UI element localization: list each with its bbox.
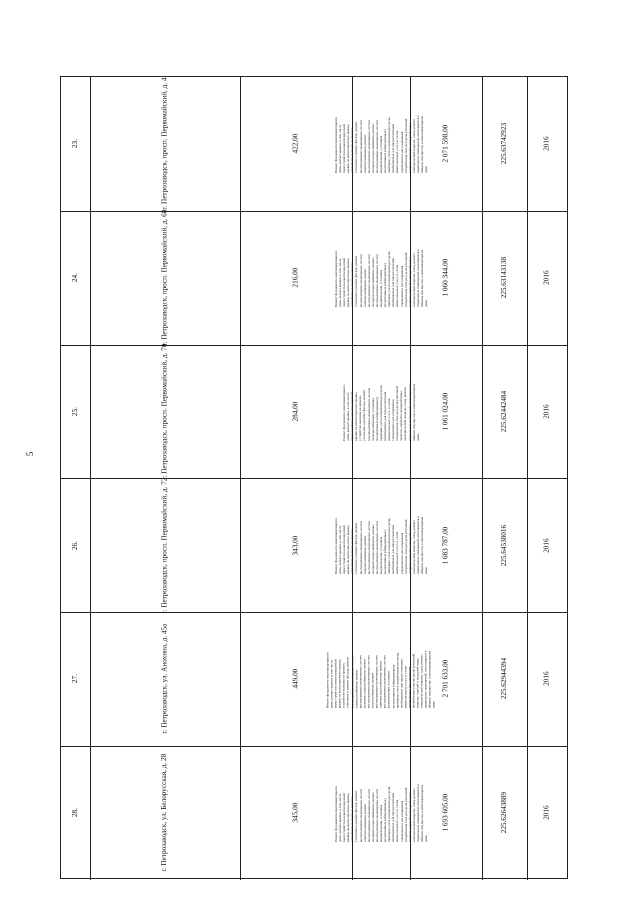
- area-cell-text: 422,00: [291, 134, 300, 154]
- address-cell-text: г. Петрозаводск, просп. Первомайский, д. 68: [160, 209, 169, 346]
- column-divider: [410, 612, 411, 746]
- column-divider: [240, 478, 241, 612]
- year-cell: [527, 345, 567, 479]
- column-divider: [240, 77, 241, 211]
- code-cell: [482, 612, 527, 746]
- column-divider: [482, 211, 483, 345]
- work-description-cell: [325, 612, 437, 746]
- year-cell: [527, 211, 567, 345]
- address-cell-text: г. Петрозаводск, просп. Первомайский, д. 4: [160, 77, 169, 210]
- cost-cell-text: 1 683 787,00: [441, 526, 450, 565]
- year-cell-text: 2016: [542, 805, 551, 821]
- column-divider: [240, 746, 241, 880]
- column-divider: [240, 345, 241, 479]
- address-cell: [90, 211, 240, 345]
- cost-cell: [410, 345, 482, 479]
- cost-cell: [410, 478, 482, 612]
- column-divider: [527, 612, 528, 746]
- column-divider: [90, 746, 91, 880]
- row-divider: [61, 211, 567, 212]
- address-cell-text: г. Петрозаводск, просп. Первомайский, д. 72: [160, 477, 169, 614]
- cost-cell-text: 2 701 633,00: [441, 660, 450, 698]
- address-cell: [90, 478, 240, 612]
- cost-cell-text: 2 071 598,00: [441, 125, 450, 163]
- cost-cell: [410, 746, 482, 880]
- column-divider: [90, 77, 91, 211]
- row-number: [61, 612, 90, 746]
- column-divider: [90, 211, 91, 345]
- code-cell-text: 225.62944394: [499, 658, 508, 700]
- row-number-text: 23.: [70, 139, 79, 149]
- cost-cell-text: 1 693 605,00: [441, 794, 450, 832]
- row-number: [61, 345, 90, 479]
- year-cell-text: 2016: [542, 404, 551, 419]
- code-cell-text: 225.63143138: [499, 257, 508, 299]
- address-cell-text: г. Петрозаводск, ул. Анохина, д. 45а: [160, 624, 169, 734]
- code-cell: [482, 746, 527, 880]
- code-cell-text: 225.63742923: [499, 123, 508, 165]
- column-divider: [90, 478, 91, 612]
- address-cell: [90, 612, 240, 746]
- row-divider: [61, 478, 567, 479]
- year-cell-text: 2016: [542, 136, 551, 152]
- column-divider: [352, 345, 353, 479]
- column-divider: [410, 478, 411, 612]
- work-description-cell-text: Ремонт фундамента многоквартирного дома, ремонт крыши, в том числе переустройство невентилируемой крыши на вентилируемую крышу, устройство выходов на кровлю, утепление и ремонт фасада, ремонт внутридомовых инженерных систем электроснабжения, ремонт внутридомовых инженерных систем холодного водоснабжения, ремонт внутридомовых инженерных систем теплоснабжения, ремонт внутридомовых инженерных систем горячего водоснабжения, ремонт внутридомовых инженерных систем водоотведения, установка коллективных (общедомовых) приборов учета потребления ресурсов, необходимых для предоставления коммунальных услуг, и узлов управления и регулирования потребления этих ресурсов (тепловой энергии, горячей и холодной воды, электрической энергии, газа), ремонт подвальных помещений, относящихся к общему имуществу в многоквартирном доме: [325, 650, 437, 709]
- address-cell-text: г. Петрозаводск, ул. Белорусская, д. 28: [160, 754, 169, 872]
- area-cell-text: 345,00: [291, 803, 300, 823]
- work-description-cell-text: Ремонт фундамента многоквартирного дома, ремонт крыши, в том числе переустройство невентилируемой крыши на вентилируемую крышу, устройство выходов на кровлю, утепление и ремонт фасада, ремонт внутридомовых инженерных систем электроснабжения, ремонт внутридомовых инженерных систем холодного водоснабжения, ремонт внутридомовых инженерных систем водоотведения, установка коллективных (общедомовых) приборов учета потребления ресурсов, необходимых для предоставления коммунальных услуг, и узлов управления и регулирования потребления этих ресурсов (тепловой энергии, горячей и холодной воды, электрической энергии, газа), ремонт подвальных помещений, относящихся к общему имуществу в многоквартирном доме: [333, 784, 428, 842]
- work-description-cell: [333, 211, 428, 345]
- row-divider: [61, 345, 567, 346]
- year-cell: [527, 612, 567, 746]
- column-divider: [90, 345, 91, 479]
- table-row: [61, 211, 567, 345]
- row-number-text: 26.: [70, 540, 79, 550]
- column-divider: [482, 478, 483, 612]
- code-cell: [482, 211, 527, 345]
- column-divider: [352, 211, 353, 345]
- table-row: [61, 345, 567, 479]
- code-cell-text: 225.64538016: [499, 524, 508, 566]
- column-divider: [352, 478, 353, 612]
- area-cell: [240, 345, 352, 479]
- column-divider: [410, 77, 411, 211]
- code-cell: [482, 77, 527, 211]
- table-row: [61, 612, 567, 746]
- area-cell-text: 216,00: [291, 267, 300, 288]
- year-cell-text: 2016: [542, 538, 551, 553]
- work-description-cell: [333, 77, 428, 211]
- column-divider: [527, 345, 528, 479]
- work-description-cell-text: Ремонт фундамента многоквартирного дома, ремонт крыши, в том числе переустройство невентилируемой крыши на вентилируемую крышу, устройство выходов на кровлю, утепление и ремонт фасада, ремонт внутридомовых инженерных систем электроснабжения, ремонт внутридомовых инженерных систем холодного водоснабжения, ремонт внутридомовых инженерных систем водоотведения, установка коллективных (общедомовых) приборов учета потребления ресурсов, необходимых для предоставления коммунальных услуг, и узлов управления и регулирования потребления этих ресурсов (тепловой энергии, горячей и холодной воды, электрической энергии, газа), ремонт подвальных помещений, относящихся к общему имуществу в многоквартирном доме: [333, 516, 428, 575]
- work-description-cell: [333, 746, 428, 880]
- table-row: [61, 77, 567, 211]
- table-row: [61, 746, 567, 880]
- cost-cell-text: 1 060 344,00: [441, 258, 450, 297]
- work-description-cell: [333, 478, 428, 612]
- column-divider: [352, 612, 353, 746]
- year-cell: [527, 77, 567, 211]
- works-table: [60, 76, 568, 879]
- column-divider: [240, 612, 241, 746]
- code-cell-text: 225.62643889: [499, 792, 508, 834]
- column-divider: [352, 746, 353, 880]
- year-cell-text: 2016: [542, 671, 551, 687]
- column-divider: [240, 211, 241, 345]
- code-cell: [482, 478, 527, 612]
- column-divider: [90, 612, 91, 746]
- row-divider: [61, 746, 567, 747]
- area-cell-text: 449,00: [291, 669, 300, 689]
- area-cell-text: 284,00: [291, 401, 300, 422]
- column-divider: [527, 478, 528, 612]
- cost-cell: [410, 77, 482, 211]
- work-description-cell-text: Ремонт фундамента многоквартирного дома, ремонт крыши, в том числе переустройство невентилируемой крыши на вентилируемую крышу, устройство выходов на кровлю, утепление и ремонт фасада, ремонт внутридомовых инженерных систем электроснабжения, ремонт внутридомовых инженерных систем холодного водоснабжения, ремонт внутридомовых инженерных систем водоотведения, установка коллективных (общедомовых) приборов учета потребления ресурсов, необходимых для предоставления коммунальных услуг, и узлов управления и регулирования потребления этих ресурсов (тепловой энергии, горячей и холодной воды, электрической энергии, газа), ремонт подвальных помещений, относящихся к общему имуществу в многоквартирном доме: [333, 248, 428, 307]
- row-number: [61, 211, 90, 345]
- address-cell: [90, 77, 240, 211]
- row-number-text: 24.: [70, 273, 79, 283]
- column-divider: [527, 77, 528, 211]
- column-divider: [482, 345, 483, 479]
- work-description-cell-text: Ремонт фундамента многоквартирного дома, ремонт крыши, в том числе переустройство невентилируемой крыши на вентилируемую крышу, устройство выходов на кровлю, утепление и ремонт фасада, ремонт внутридомовых инженерных систем электроснабжения, ремонт внутридомовых инженерных систем холодного водоснабжения, ремонт внутридомовых инженерных систем водоотведения, установка коллективных (общедомовых) приборов учета потребления ресурсов, необходимых для предоставления коммунальных услуг, и узлов управления и регулирования потребления этих ресурсов (тепловой энергии, горячей и холодной воды, электрической энергии, газа), ремонт подвальных помещений, относящихся к общему имуществу в многоквартирном доме: [333, 115, 428, 173]
- address-cell-text: г. Петрозаводск, просп. Первомайский, д. 70: [160, 343, 169, 480]
- row-number: [61, 746, 90, 880]
- table-row: [61, 478, 567, 612]
- page-number: 5: [25, 451, 35, 457]
- column-divider: [482, 746, 483, 880]
- row-divider: [61, 612, 567, 613]
- year-cell: [527, 746, 567, 880]
- column-divider: [410, 746, 411, 880]
- code-cell: [482, 345, 527, 479]
- cost-cell: [410, 211, 482, 345]
- row-number-text: 27.: [70, 674, 79, 684]
- column-divider: [482, 77, 483, 211]
- column-divider: [352, 77, 353, 211]
- row-number: [61, 478, 90, 612]
- address-cell: [90, 345, 240, 479]
- column-divider: [410, 211, 411, 345]
- column-divider: [527, 211, 528, 345]
- address-cell: [90, 746, 240, 880]
- row-number: [61, 77, 90, 211]
- row-number-text: 28.: [70, 808, 79, 818]
- column-divider: [527, 746, 528, 880]
- code-cell-text: 225.62442484: [499, 390, 508, 433]
- row-number-text: 25.: [70, 407, 79, 416]
- year-cell: [527, 478, 567, 612]
- cost-cell: [410, 612, 482, 746]
- column-divider: [482, 612, 483, 746]
- work-description-cell: [342, 345, 420, 479]
- cost-cell-text: 1 061 024,00: [441, 392, 450, 431]
- year-cell-text: 2016: [542, 270, 551, 285]
- column-divider: [410, 345, 411, 479]
- work-description-cell-text: Ремонт фундамента многоквартирного дома, ремонт крыши, в том числе переустройство невентилируемой крыши на вентилируемую крышу, устройство выходов на кровлю, утепление и ремонт фасада, ремонт внутридомовых инженерных систем электроснабжения, установка коллективных (общедомовых) приборов учета потребления ресурсов, необходимых для предоставления коммунальных услуг, и узлов управления и регулирования потребления этих ресурсов (тепловой энергии, горячей и холодной воды, электрической энергии, газа), ремонт подвальных помещений, относящихся к общему имуществу в многоквартирном доме: [342, 382, 420, 441]
- area-cell-text: 343,00: [291, 535, 300, 556]
